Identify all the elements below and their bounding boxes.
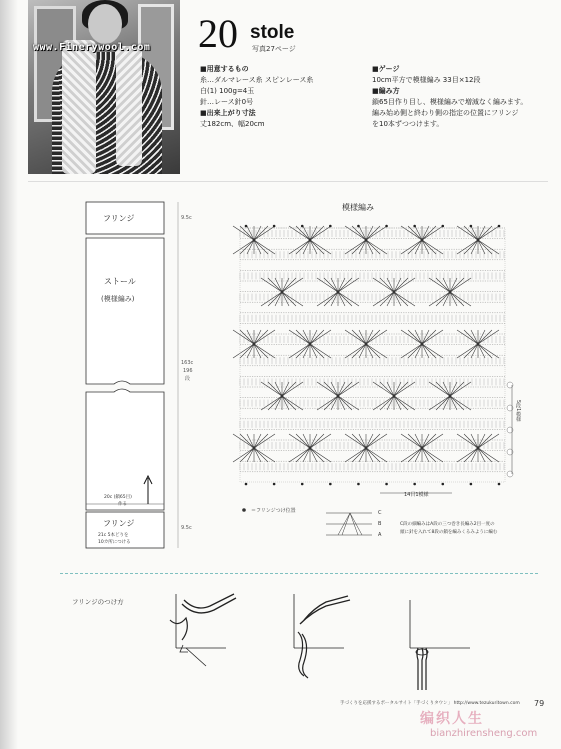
chart-fan-stitch: [422, 448, 443, 462]
chart-fan-stitch: [296, 344, 310, 358]
chart-fan-center: [365, 343, 368, 346]
materials-heading: ■用意するもの: [200, 65, 249, 73]
chart-fan-stitch: [324, 278, 338, 292]
chart-fan-stitch: [422, 434, 436, 448]
stitch-note-2: 頭に針を入れて8段の鎖を編みくるみように編む: [400, 530, 498, 535]
row-label-a: A: [378, 532, 382, 538]
chart-fan-stitch: [240, 434, 254, 448]
method-line-1: 鎖65目作り目し、模様編みで増減なく編みます。: [372, 98, 528, 106]
chart-fan-stitch: [478, 434, 492, 448]
chart-fan-stitch: [422, 448, 436, 462]
fringe-position-dot: [329, 483, 332, 486]
chart-fan-stitch: [310, 344, 331, 358]
chart-fan-stitch: [289, 448, 310, 462]
materials-color: 白(1) 100g=4玉: [200, 87, 255, 95]
stole-schematic: [86, 202, 178, 548]
chart-fan-center: [337, 395, 340, 398]
chart-fan-center: [449, 291, 452, 294]
fringe-top-label: フリンジ: [103, 214, 135, 223]
chart-fan-stitch: [457, 240, 478, 254]
chart-fan-stitch: [394, 278, 408, 292]
fringe-position-dot: [470, 225, 473, 228]
fringe-step-3: [410, 600, 470, 690]
chart-fan-stitch: [254, 344, 268, 358]
chart-fan-center: [309, 447, 312, 450]
dim-mid-rows: 196: [183, 368, 193, 374]
watermark-bottom: 编织人生: [420, 711, 484, 727]
stole-upper-body: [86, 238, 164, 384]
chart-fan-stitch: [394, 278, 415, 292]
chart-fan-stitch: [464, 434, 478, 448]
chart-title: 模様編み: [342, 203, 374, 212]
chart-fan-stitch: [289, 240, 310, 254]
chart-fan-stitch: [240, 344, 254, 358]
fringe-position-dot: [245, 225, 248, 228]
chart-fan-stitch: [366, 344, 380, 358]
chart-fan-stitch: [366, 434, 380, 448]
fringe-position-dot: [357, 483, 360, 486]
fringe-position-dot: [470, 483, 473, 486]
fringe-step-2: [294, 594, 350, 678]
fringe-step-1: [170, 594, 236, 666]
chart-fan-stitch: [296, 448, 310, 462]
repeat-label: 14目1模様: [404, 492, 429, 498]
chart-fan-stitch: [478, 448, 492, 462]
chart-fan-stitch: [345, 448, 366, 462]
chart-fan-stitch: [338, 278, 359, 292]
chart-fan-stitch: [345, 240, 366, 254]
fringe-position-dot: [498, 225, 501, 228]
chart-fan-stitch: [310, 448, 324, 462]
stitch-note-1: C段の細編みはA段の三つ巻き長編み2目一度の: [400, 522, 495, 527]
chart-fan-stitch: [310, 240, 331, 254]
chart-fan-stitch: [457, 344, 478, 358]
chart-fan-stitch: [233, 240, 254, 254]
crochet-chart: [233, 225, 513, 486]
chart-fan-stitch: [310, 344, 324, 358]
chart-fan-stitch: [436, 278, 450, 292]
chart-fan-center: [449, 395, 452, 398]
chart-fan-stitch: [401, 344, 422, 358]
chart-fan-stitch: [352, 434, 366, 448]
method-line-3: を10本ずつつけます。: [372, 120, 444, 128]
chart-fan-center: [365, 447, 368, 450]
fringe-method-label: フリンジのつけ方: [72, 598, 124, 606]
chart-fan-stitch: [373, 382, 394, 396]
chart-fan-center: [421, 239, 424, 242]
finished-size: 丈182cm、幅20cm: [200, 120, 265, 128]
chart-fan-stitch: [317, 382, 338, 396]
finished-heading: ■出来上がり寸法: [200, 109, 256, 117]
fringe-note-1: 21c 5本どりを: [98, 533, 129, 538]
chart-fan-center: [281, 395, 284, 398]
chart-fan-center: [393, 291, 396, 294]
row-label-c: C: [378, 510, 382, 516]
fringe-marker-label: ＝フリンジつけ位置: [251, 508, 296, 514]
chart-fan-stitch: [366, 240, 387, 254]
chart-fan-stitch: [282, 278, 303, 292]
fringe-position-dot: [357, 225, 360, 228]
materials-yarn: 糸…ダルマレース糸 スピンレース糸: [200, 76, 314, 84]
chart-fan-stitch: [254, 434, 268, 448]
chart-fan-stitch: [450, 382, 471, 396]
gauge-heading: ■ゲージ: [372, 65, 400, 73]
chart-fan-stitch: [261, 382, 282, 396]
chart-fan-stitch: [394, 382, 415, 396]
fringe-position-dot: [413, 483, 416, 486]
method-heading: ■編み方: [372, 87, 400, 95]
chart-fan-stitch: [366, 344, 387, 358]
chart-fan-stitch: [233, 448, 254, 462]
chart-fan-stitch: [233, 330, 254, 344]
chart-fan-center: [421, 447, 424, 450]
stitch-detail-diagram: [326, 513, 372, 535]
chart-fan-stitch: [233, 434, 254, 448]
chart-fan-stitch: [352, 448, 366, 462]
dim-mid-unit: 段: [185, 376, 191, 382]
chart-fan-center: [393, 395, 396, 398]
chart-fan-stitch: [366, 448, 380, 462]
fringe-position-dot: [301, 483, 304, 486]
fringe-position-dot: [273, 225, 276, 228]
side-repeat-label: 5段1模様: [515, 400, 521, 422]
fringe-position-dot: [245, 483, 248, 486]
chart-fan-center: [309, 239, 312, 242]
chart-fan-stitch: [457, 448, 478, 462]
chart-fan-stitch: [373, 278, 394, 292]
watermark-bottom-url: bianzhirensheng.com: [430, 728, 538, 739]
chart-fan-stitch: [268, 278, 282, 292]
pattern-title: stole: [250, 22, 295, 43]
chart-fan-stitch: [429, 278, 450, 292]
fringe-position-dot: [385, 225, 388, 228]
chart-fan-center: [253, 343, 256, 346]
chart-fan-center: [253, 239, 256, 242]
chart-fan-stitch: [401, 448, 422, 462]
chart-fan-stitch: [310, 448, 331, 462]
fringe-bottom-label: フリンジ: [103, 519, 135, 528]
chart-fan-stitch: [464, 448, 478, 462]
fringe-note-2: 10カ所につける: [98, 540, 131, 545]
chart-fan-stitch: [366, 448, 387, 462]
dim-top: 9.5c: [181, 215, 192, 221]
footer-portal-text: 手づくりを応援するポータルサイト「手づくりタウン」 http://www.tezukuritown.com: [340, 701, 520, 706]
chart-fan-stitch: [422, 344, 436, 358]
fringe-marker-icon: [242, 508, 246, 512]
chart-fan-stitch: [422, 344, 443, 358]
fringe-position-dot: [498, 483, 501, 486]
chart-fan-stitch: [429, 382, 450, 396]
chart-fan-center: [281, 291, 284, 294]
row-label-b: B: [378, 521, 382, 527]
fringe-position-dot: [441, 483, 444, 486]
chart-fan-stitch: [380, 278, 394, 292]
chart-fan-stitch: [289, 344, 310, 358]
chart-fan-stitch: [310, 434, 324, 448]
chart-fan-stitch: [338, 278, 352, 292]
chart-fan-stitch: [254, 448, 275, 462]
chart-fan-center: [421, 343, 424, 346]
chart-fan-stitch: [317, 278, 338, 292]
chart-fan-stitch: [233, 344, 254, 358]
chart-fan-stitch: [352, 344, 366, 358]
width-label: 20c (鎖65目): [104, 495, 132, 500]
fringe-position-dot: [385, 483, 388, 486]
chart-fan-stitch: [408, 434, 422, 448]
chart-fan-stitch: [254, 448, 268, 462]
materials-hook: 針…レース針0号: [200, 98, 254, 106]
chart-fan-stitch: [478, 344, 492, 358]
chart-fan-stitch: [478, 448, 499, 462]
chart-fan-stitch: [401, 240, 422, 254]
fringe-position-dot: [273, 483, 276, 486]
dim-mid: 163c: [181, 360, 194, 366]
chart-fan-stitch: [478, 344, 499, 358]
chart-fan-stitch: [345, 344, 366, 358]
chart-fan-stitch: [254, 344, 275, 358]
chart-fan-center: [477, 239, 480, 242]
chart-fan-center: [477, 447, 480, 450]
gauge-value: 10cm平方で模様編み 33目×12段: [372, 76, 481, 84]
chart-fan-stitch: [254, 240, 275, 254]
pattern-number: 20: [198, 11, 238, 56]
width-sub: 作る: [118, 502, 127, 507]
chart-fan-stitch: [464, 344, 478, 358]
section-divider: [60, 573, 538, 574]
chart-fan-stitch: [282, 278, 296, 292]
stole-pattern-label: (模様編み): [101, 295, 135, 303]
chart-fan-stitch: [296, 434, 310, 448]
watermark-top: www.Finerywool.com: [33, 42, 151, 53]
chart-fan-center: [365, 239, 368, 242]
stole-lower-body: [86, 389, 164, 510]
fringe-position-dot: [413, 225, 416, 228]
chart-fan-stitch: [282, 382, 303, 396]
chart-fan-stitch: [408, 344, 422, 358]
photo-reference: 写真27ページ: [252, 45, 296, 53]
chart-fan-stitch: [450, 278, 471, 292]
dim-bottom: 9.5c: [181, 525, 192, 531]
chart-fan-stitch: [240, 448, 254, 462]
chart-fan-center: [309, 343, 312, 346]
method-line-2: 編み始め側と終わり側の指定の位置にフリンジ: [372, 109, 519, 117]
chart-fan-center: [477, 343, 480, 346]
stole-label: ストール: [104, 277, 136, 286]
chart-fan-center: [337, 291, 340, 294]
chart-fan-stitch: [422, 240, 443, 254]
chart-fan-stitch: [408, 448, 422, 462]
chart-fan-stitch: [450, 278, 464, 292]
chart-fan-stitch: [338, 382, 359, 396]
fringe-position-dot: [441, 225, 444, 228]
chart-fan-stitch: [261, 278, 282, 292]
chart-fan-center: [253, 447, 256, 450]
fringe-position-dot: [329, 225, 332, 228]
fringe-position-dot: [301, 225, 304, 228]
chart-fan-stitch: [478, 240, 499, 254]
page-number: 79: [534, 699, 545, 708]
